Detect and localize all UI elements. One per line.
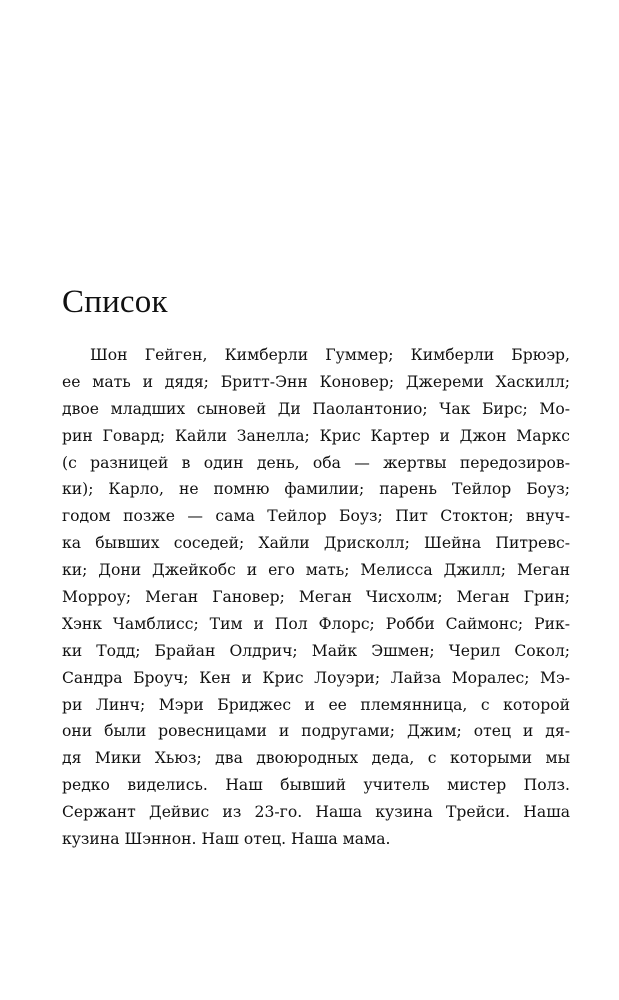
text-line: Хэнк Чамблисс; Тим и Пол Флорс; Робби Саймонс; Рик- bbox=[62, 614, 570, 633]
text-line: Морроу; Меган Гановер; Меган Чисхолм; Меган Грин; bbox=[62, 588, 570, 607]
text-line: ки); Карло, не помню фамилии; парень Тейлор Боуз; bbox=[62, 480, 570, 499]
body-paragraph bbox=[62, 342, 570, 853]
text-line: (с разницей в один день, оба — жертвы передозиров- bbox=[62, 453, 570, 472]
text-line: дя Мики Хьюз; два двоюродных деда, с которыми мы bbox=[62, 749, 570, 768]
text-line: ри Линч; Мэри Бриджес и ее племянница, с которой bbox=[62, 695, 570, 714]
text-line: Шон Гейген, Кимберли Гуммер; Кимберли Брюэр, bbox=[90, 346, 570, 364]
text-line: ка бывших соседей; Хайли Дрисколл; Шейна Питревс- bbox=[62, 534, 570, 553]
text-line: они были ровесницами и подругами; Джим; отец и дя- bbox=[62, 722, 570, 741]
text-line: Сержант Дейвис из 23-го. Наша кузина Трейси. Наша bbox=[62, 803, 570, 822]
text-line: годом позже — сама Тейлор Боуз; Пит Стоктон; внуч- bbox=[62, 507, 570, 526]
text-line: редко виделись. Наш бывший учитель мистер Полз. bbox=[62, 776, 570, 795]
text-line: ее мать и дядя; Бритт-Энн Коновер; Джереми Хаскилл; bbox=[62, 372, 570, 391]
text-line: двое младших сыновей Ди Паолантонио; Чак Бирс; Мо- bbox=[62, 399, 570, 418]
text-line: Сандра Броуч; Кен и Крис Лоуэри; Лайза Моралес; Мэ- bbox=[62, 668, 570, 687]
chapter-title: Список bbox=[62, 284, 168, 320]
text-line: рин Говард; Кайли Занелла; Крис Картер и Джон Маркс bbox=[62, 426, 570, 445]
text-line: ки; Дони Джейкобс и его мать; Мелисса Джилл; Меган bbox=[62, 561, 570, 580]
text-line: ки Тодд; Брайан Олдрич; Майк Эшмен; Черил Сокол; bbox=[62, 641, 570, 660]
text-line: кузина Шэннон. Наш отец. Наша мама. bbox=[62, 830, 391, 849]
